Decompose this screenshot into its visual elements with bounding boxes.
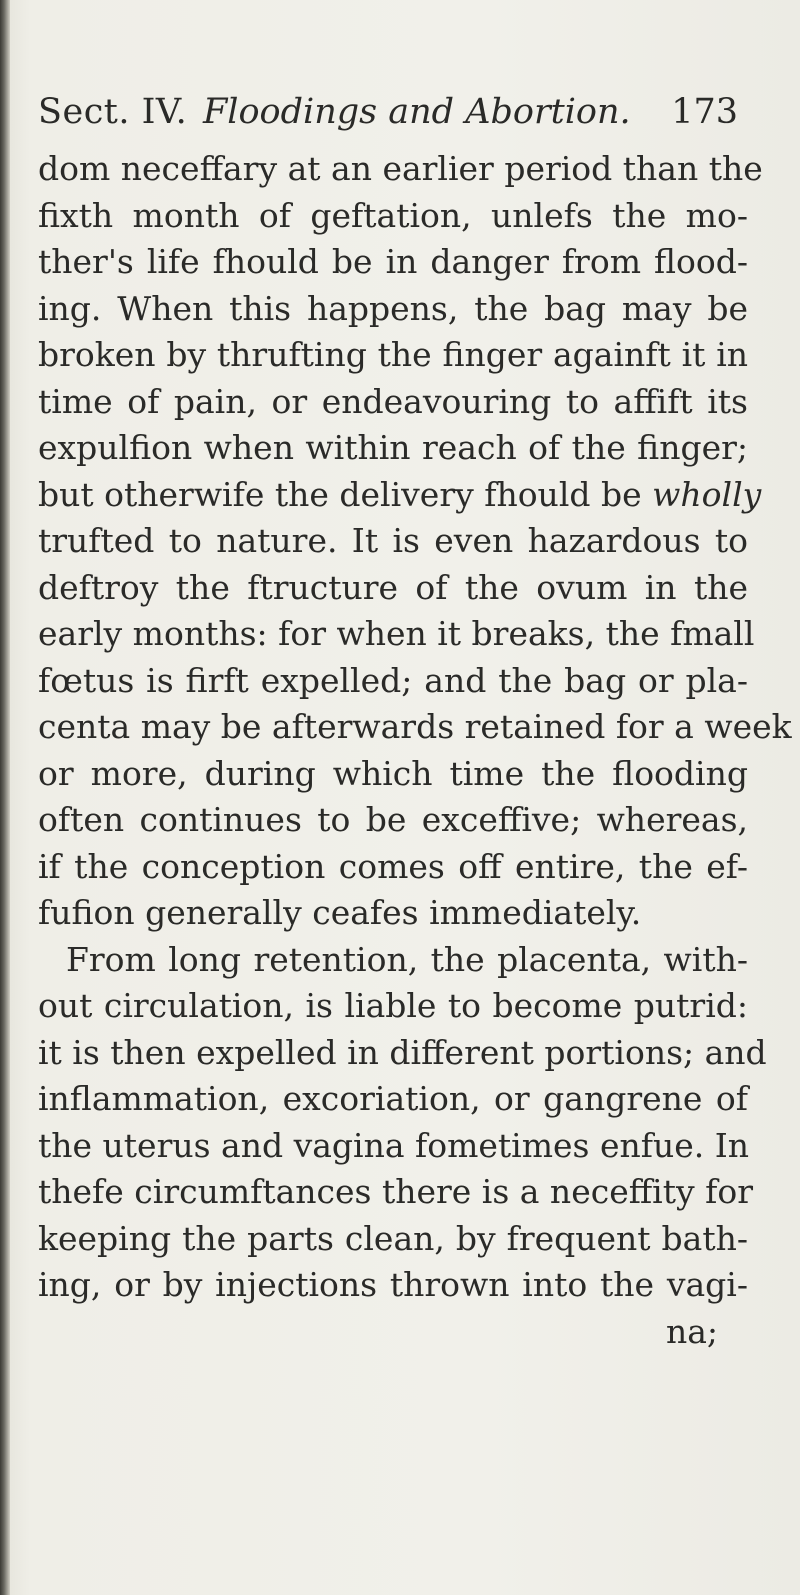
section-label: Sect. IV.	[38, 92, 188, 132]
text-line: early months: for when it breaks, the fmall	[38, 614, 755, 653]
text-line: centa may be afterwards retained for a week	[38, 707, 792, 746]
text-line: broken by thrufting the finger againft it in	[38, 335, 748, 374]
body-text	[38, 146, 792, 1355]
catchword: na;	[665, 1311, 718, 1351]
text-line-paragraph-end: fufion generally ceafes immediately.	[38, 893, 642, 932]
text-line: ing, or by injections thrown into the vagi-	[38, 1265, 748, 1304]
text-line: or more, during which time the flooding	[38, 753, 748, 793]
page-number: 173	[671, 92, 738, 132]
text-line: thefe circumftances there is a neceffity for	[38, 1172, 753, 1211]
book-spine-shadow	[0, 0, 10, 1595]
text-line: ing. When this happens, the bag may be	[38, 288, 748, 328]
text-line: keeping the parts clean, by frequent bath-	[38, 1218, 748, 1258]
text-line: if the conception comes off entire, the ef-	[38, 846, 748, 886]
text-line-with-emphasis	[38, 472, 762, 519]
text-line: dom neceffary at an earlier period than the	[38, 149, 763, 188]
text-line: time of pain, or endeavouring to affift its	[38, 381, 748, 421]
text-line-paragraph-start: From long retention, the placenta, with-	[66, 939, 748, 979]
text-line: fœtus is firft expelled; and the bag or pla-	[38, 660, 748, 700]
text-line: the uterus and vagina fometimes enfue. In	[38, 1125, 749, 1165]
text-line: often continues to be exceffive; whereas,	[38, 800, 748, 839]
text-line: expulfion when within reach of the finger;	[38, 428, 748, 467]
running-header	[38, 82, 778, 142]
text-line: it is then expelled in different portions; and	[38, 1032, 767, 1072]
running-title: Floodings and Abortion.	[203, 92, 631, 132]
text-line: fixth month of geftation, unlefs the mo-	[38, 195, 748, 235]
emphasized-word: wholly	[652, 474, 762, 514]
text-line: out circulation, is liable to become putrid:	[38, 986, 748, 1025]
text-line-start: but otherwife the delivery fhould be	[38, 474, 642, 514]
text-line: trufted to nature. It is even hazardous to	[38, 521, 748, 560]
text-line: ther's life fhould be in danger from flood-	[38, 242, 748, 281]
text-line: inflammation, excoriation, or gangrene of	[38, 1079, 748, 1118]
text-line: deftroy the ftructure of the ovum in the	[38, 567, 748, 607]
